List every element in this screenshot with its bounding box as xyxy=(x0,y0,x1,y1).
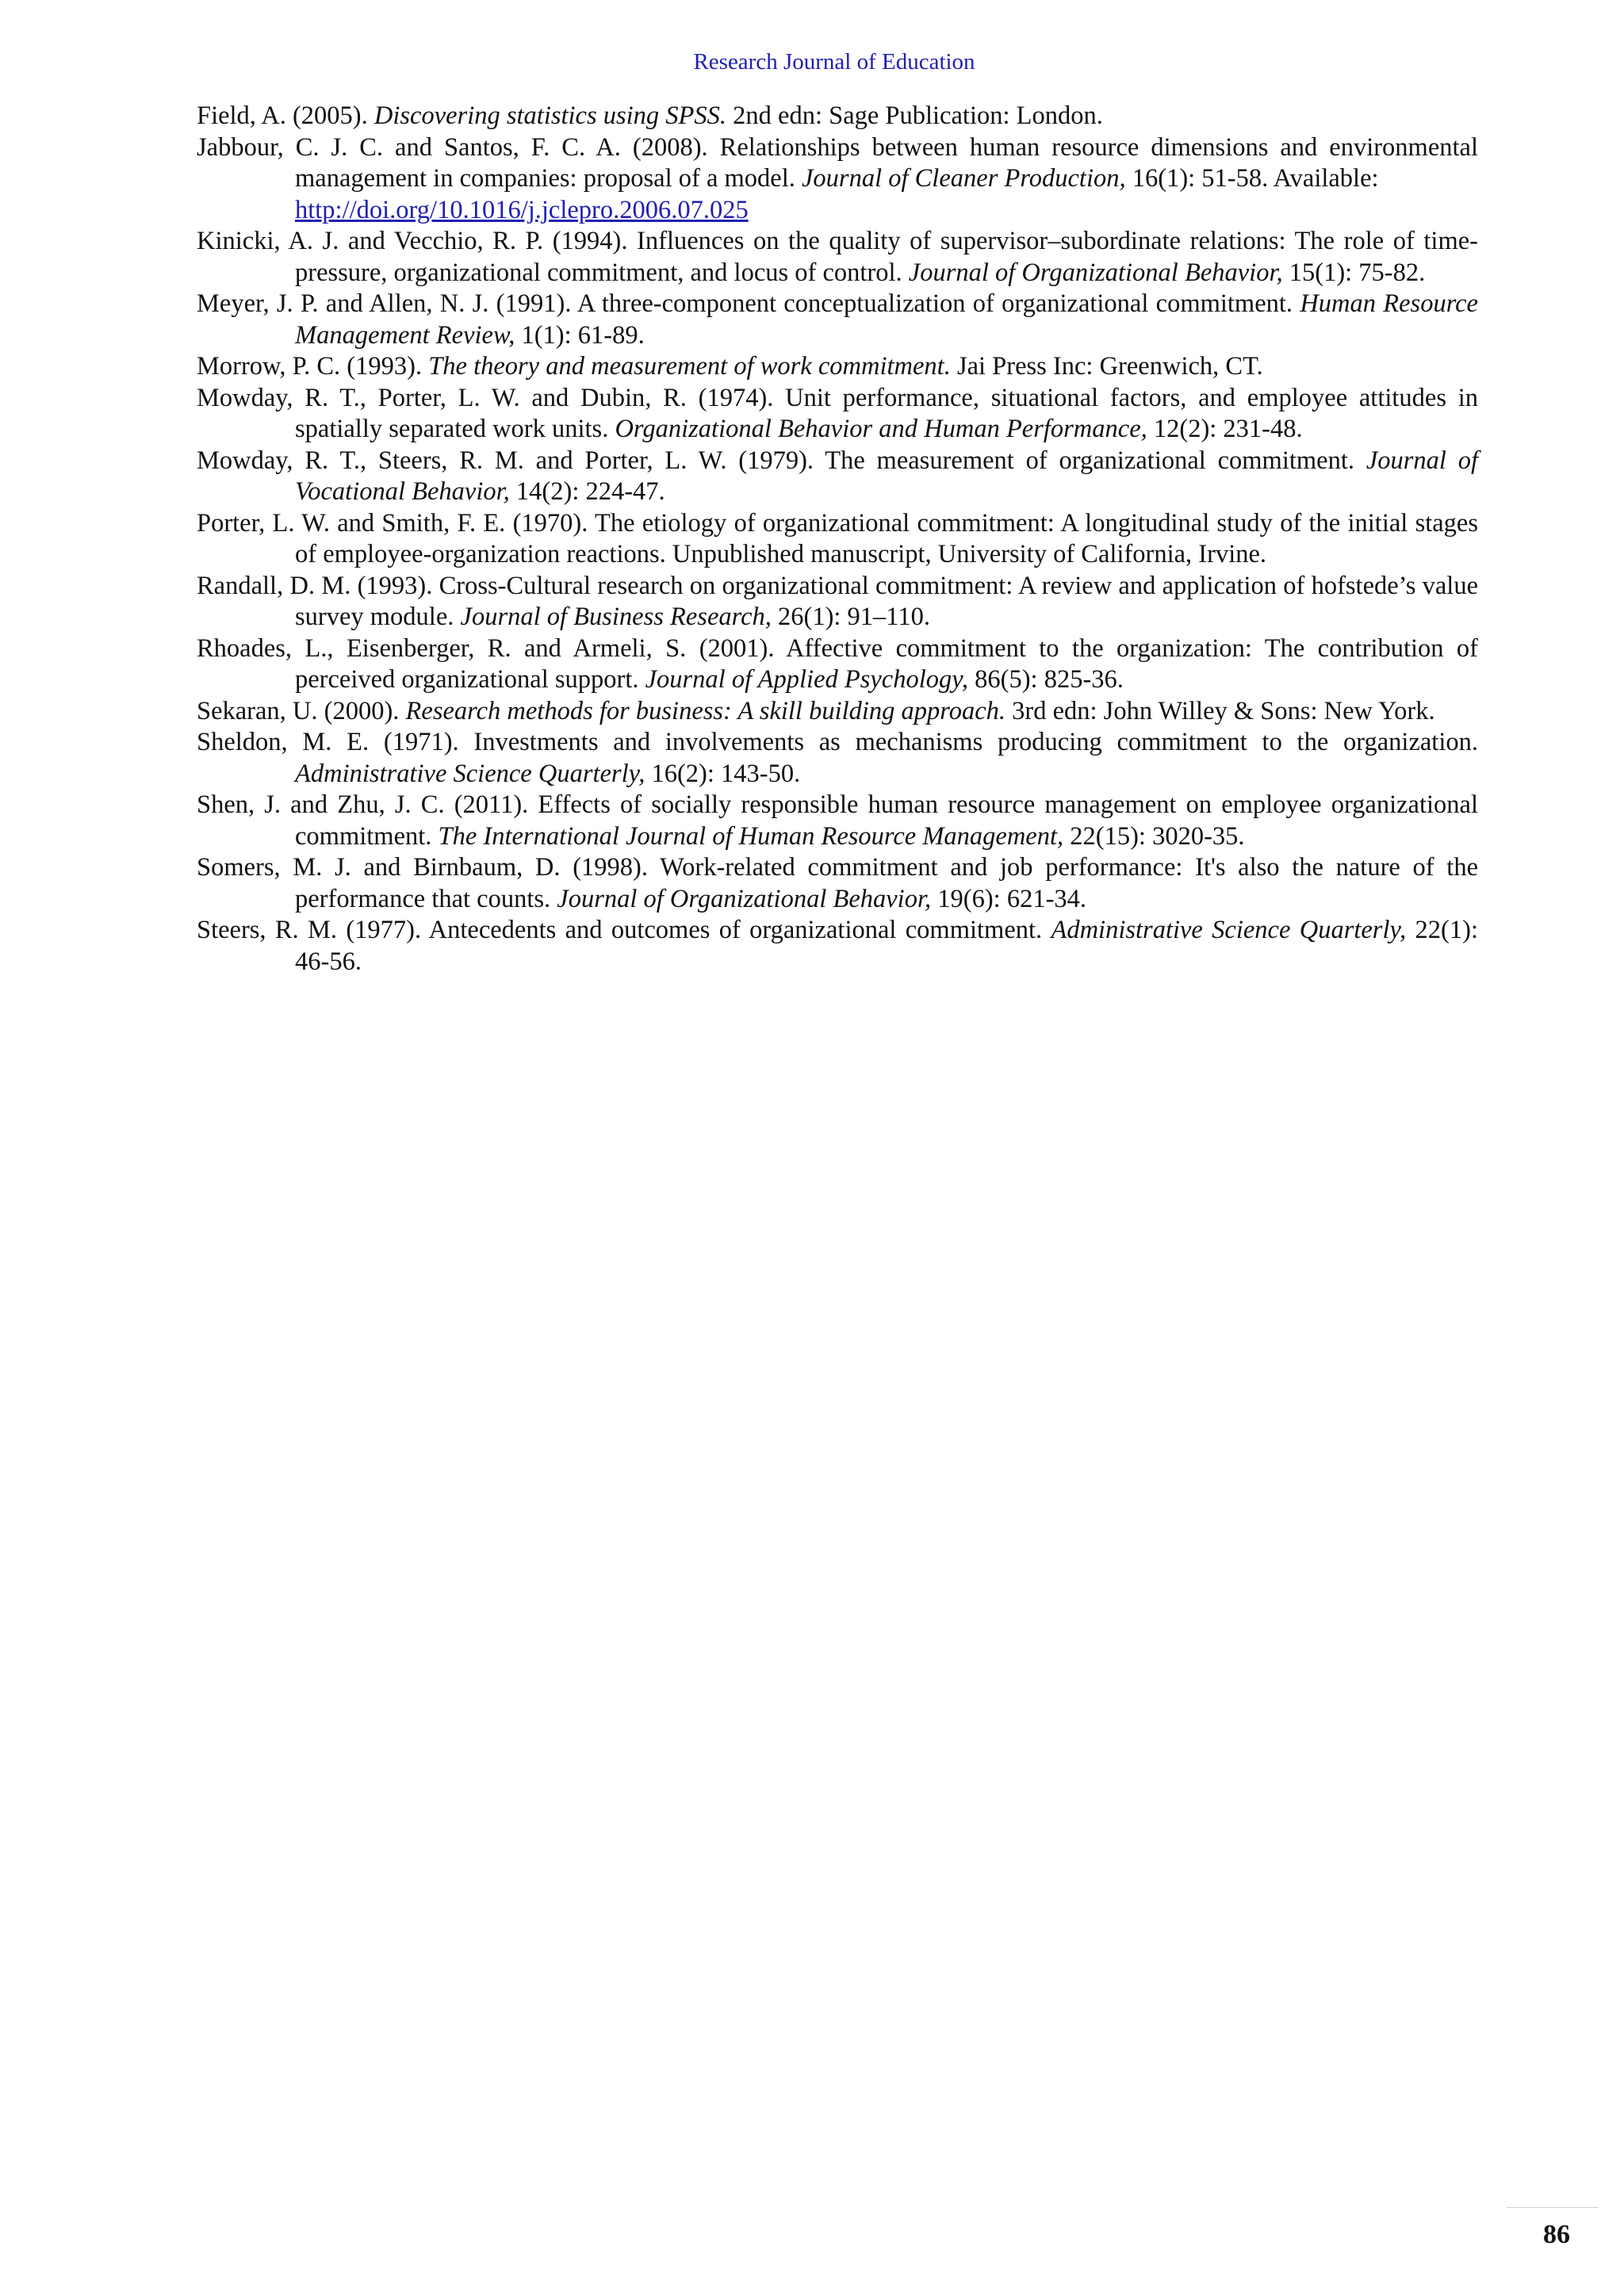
reference-shen-2011 xyxy=(197,790,1478,852)
ref-title: Organizational Behavior and Human Performance, xyxy=(615,415,1147,443)
ref-title: The International Journal of Human Resource Management, xyxy=(438,821,1064,851)
ref-authors: Mowday, R. T., Steers, R. M. and Porter, L. W. (1979). The measurement of organizational commitment. xyxy=(197,446,1366,475)
ref-details: 19(6): 621-34. xyxy=(931,884,1087,913)
reference-morrow-1993 xyxy=(197,351,1478,383)
ref-authors: Mowday, R. T., Porter, L. W. and Dubin, R. (1974). Unit performance, situational factors, and employee attitudes in spatially separated work units. xyxy=(197,383,1478,443)
ref-authors: Morrow, P. C. (1993). xyxy=(197,352,429,381)
ref-details: Jai Press Inc: Greenwich, CT. xyxy=(950,352,1263,381)
ref-authors: Jabbour, C. J. C. and Santos, F. C. A. (2008). Relationships between human resource dimensions and environmental management in companies: proposal of a model. xyxy=(197,132,1478,193)
ref-authors: Sekaran, U. (2000). xyxy=(197,696,406,725)
reference-meyer-1991 xyxy=(197,289,1478,351)
reference-mowday-1974 xyxy=(197,383,1478,446)
reference-sheldon-1971 xyxy=(197,727,1478,790)
ref-authors: Steers, R. M. (1977). Antecedents and outcomes of organizational commitment. xyxy=(197,916,1051,944)
ref-details: 14(2): 224-47. xyxy=(509,477,665,506)
ref-title: Journal of Business Research, xyxy=(460,603,772,631)
ref-details: 15(1): 75-82. xyxy=(1282,258,1426,287)
ref-authors: Meyer, J. P. and Allen, N. J. (1991). A three-component conceptualization of organizational commitment. xyxy=(197,289,1300,318)
ref-authors: Field, A. (2005). xyxy=(197,101,374,130)
reference-jabbour-2008 xyxy=(197,132,1478,227)
ref-authors: Porter, L. W. and Smith, F. E. (1970). The etiology of organizational commitment: A longitudinal study of the initial stages of employee-organization reactions. Unpublished manuscript, University of California, Irvine. xyxy=(197,508,1478,568)
ref-details: 12(2): 231-48. xyxy=(1147,415,1303,443)
reference-list xyxy=(197,101,1478,978)
ref-authors: Shen, J. and Zhu, J. C. (2011). Effects of socially responsible human resource management on employee organizational commitment. xyxy=(197,790,1478,851)
ref-title: Administrative Science Quarterly, xyxy=(1051,916,1407,944)
reference-porter-1970 xyxy=(197,508,1478,571)
ref-title: Administrative Science Quarterly, xyxy=(295,759,645,788)
ref-title: Research methods for business: A skill building approach. xyxy=(405,696,1006,725)
ref-details: 2nd edn: Sage Publication: London. xyxy=(726,101,1103,130)
ref-title: The theory and measurement of work commitment. xyxy=(428,352,951,381)
page-number: 86 xyxy=(1543,2220,1570,2249)
ref-details: 3rd edn: John Willey & Sons: New York. xyxy=(1005,696,1435,725)
doi-link[interactable]: http://doi.org/10.1016/j.jclepro.2006.07.025 xyxy=(295,195,749,224)
ref-authors: Randall, D. M. (1993). Cross-Cultural research on organizational commitment: A review and application of hofstede’s value survey module. xyxy=(197,571,1478,631)
ref-details: 86(5): 825-36. xyxy=(968,665,1124,694)
reference-rhoades-2001 xyxy=(197,633,1478,696)
reference-kinicki-1994 xyxy=(197,226,1478,289)
footer-divider xyxy=(1507,2207,1599,2208)
ref-authors: Sheldon, M. E. (1971). Investments and involvements as mechanisms producing commitment to the organization. xyxy=(197,728,1478,756)
ref-title: Journal of Organizational Behavior, xyxy=(557,884,932,913)
ref-authors: Kinicki, A. J. and Vecchio, R. P. (1994). Influences on the quality of supervisor–subordinate relations: The role of time-pressure, organizational commitment, and locus of control. xyxy=(197,227,1478,287)
ref-details: 16(2): 143-50. xyxy=(645,759,801,788)
ref-details: 16(1): 51-58. Available: xyxy=(1125,164,1379,193)
ref-title: Journal of Vocational Behavior, xyxy=(295,446,1478,506)
ref-title: Journal of Cleaner Production, xyxy=(802,164,1126,193)
reference-field-2005 xyxy=(197,101,1478,132)
reference-sekaran-2000 xyxy=(197,696,1478,728)
running-header: Research Journal of Education xyxy=(693,49,975,75)
ref-authors: Rhoades, L., Eisenberger, R. and Armeli, S. (2001). Affective commitment to the organization: The contribution of perceived organizational support. xyxy=(197,633,1478,694)
ref-title: Journal of Applied Psychology, xyxy=(645,665,969,694)
reference-randall-1993 xyxy=(197,571,1478,633)
ref-details: 26(1): 91–110. xyxy=(771,603,930,631)
reference-mowday-1979 xyxy=(197,446,1478,508)
ref-authors: Somers, M. J. and Birnbaum, D. (1998). Work-related commitment and job performance: It's also the nature of the performance that counts. xyxy=(197,853,1478,913)
ref-title: Discovering statistics using SPSS. xyxy=(373,101,727,130)
ref-details: 22(15): 3020-35. xyxy=(1063,821,1245,851)
ref-title: Journal of Organizational Behavior, xyxy=(908,258,1283,287)
ref-title: Human Resource Management Review, xyxy=(295,289,1478,350)
reference-somers-1998 xyxy=(197,852,1478,915)
ref-details: 22(1): 46-56. xyxy=(295,916,1478,976)
reference-steers-1977 xyxy=(197,915,1478,978)
ref-details: 1(1): 61-89. xyxy=(515,320,645,350)
